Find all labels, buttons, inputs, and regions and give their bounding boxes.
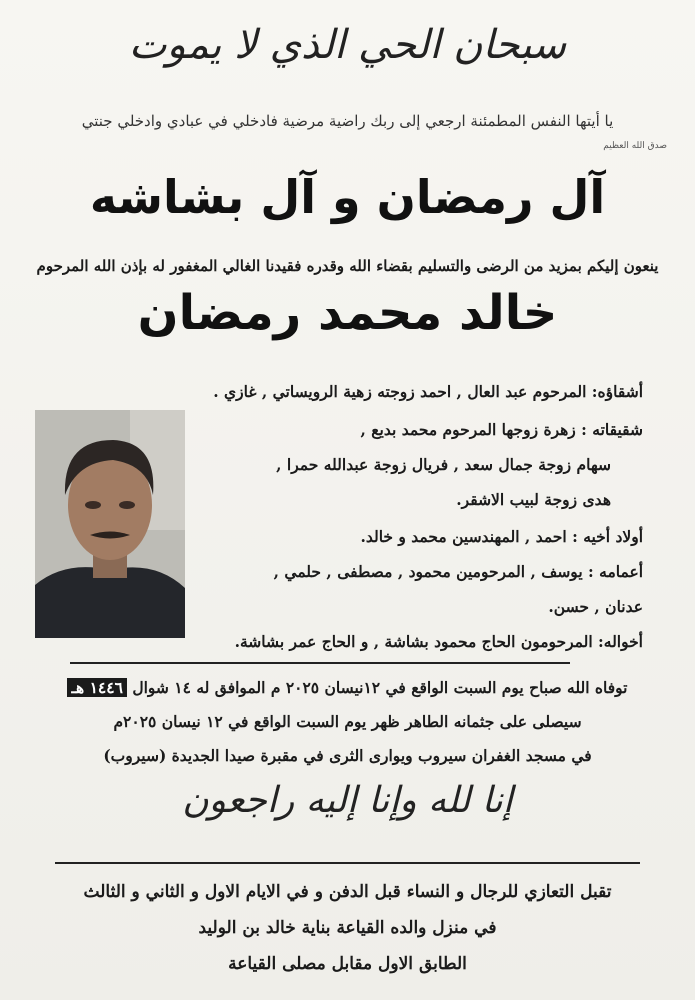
header-calligraphy: سبحان الحي الذي لا يموت — [128, 22, 567, 68]
sadaq-label: صدق الله العظيم — [603, 141, 667, 151]
uncles-line-1: أعمامه : يوسف , المرحومين محمود , مصطفى , حلمي , — [273, 562, 643, 581]
death-line — [0, 678, 695, 697]
burial-line: في مسجد الغفران سيروب ويوارى الثرى في مقبرة صيدا الجديدة (سيروب) — [103, 746, 592, 765]
condolence-line-1: تقبل التعازي للرجال و النساء قبل الدفن و في الايام الاول و الثاني و الثالث — [83, 882, 612, 902]
closing-calligraphy: إنا لله وإنا إليه راجعون — [182, 780, 513, 821]
sisters-line-1: شقيقاته : زهرة زوجها المرحوم محمد بديع , — [360, 420, 643, 439]
sisters-line-3: هدى زوجة لبيب الاشقر. — [456, 490, 611, 509]
deceased-photo — [35, 410, 185, 638]
sisters-line-2: سهام زوجة جمال سعد , فريال زوجة عبدالله حمرا , — [276, 455, 611, 474]
quran-verse: يا أيتها النفس المطمئنة ارجعي إلى ربك راضية مرضية فادخلي في عبادي وادخلي جنتي — [81, 112, 614, 130]
maternal-uncles-line: أخواله: المرحومون الحاج محمود بشاشة , و الحاج عمر بشاشة. — [234, 632, 643, 651]
deceased-name: خالد محمد رمضان — [137, 285, 558, 341]
brothers-line: أشقاؤه: المرحوم عبد العال , احمد زوجته زهية الرويساتي , غازي . — [213, 382, 643, 401]
nephews-line: أولاد أخيه : احمد , المهندسين محمد و خالد. — [360, 527, 643, 546]
portrait-illustration — [35, 410, 185, 638]
condolence-line-2: في منزل والده القياعة بناية خالد بن الوليد — [198, 918, 497, 938]
intro-text: ينعون إليكم بمزيد من الرضى والتسليم بقضاء الله وقدره فقيدنا الغالي المغفور له بإذن الله المرحوم — [36, 257, 659, 275]
uncles-line-2: عدنان , حسن. — [548, 597, 643, 616]
condolence-line-3: الطابق الاول مقابل مصلى القياعة — [228, 954, 467, 974]
divider-top — [70, 662, 570, 664]
hijri-date-badge: ١٤٤٦ هـ — [67, 678, 126, 697]
death-text: توفاه الله صباح يوم السبت الواقع في ١٢نيسان ٢٠٢٥ م الموافق له ١٤ شوال — [132, 678, 628, 697]
prayer-line: سيصلى على جثمانه الطاهر ظهر يوم السبت الواقع في ١٢ نيسان ٢٠٢٥م — [113, 712, 582, 731]
families-title: آل رمضان و آل بشاشه — [89, 170, 606, 224]
divider-bottom — [55, 862, 640, 864]
